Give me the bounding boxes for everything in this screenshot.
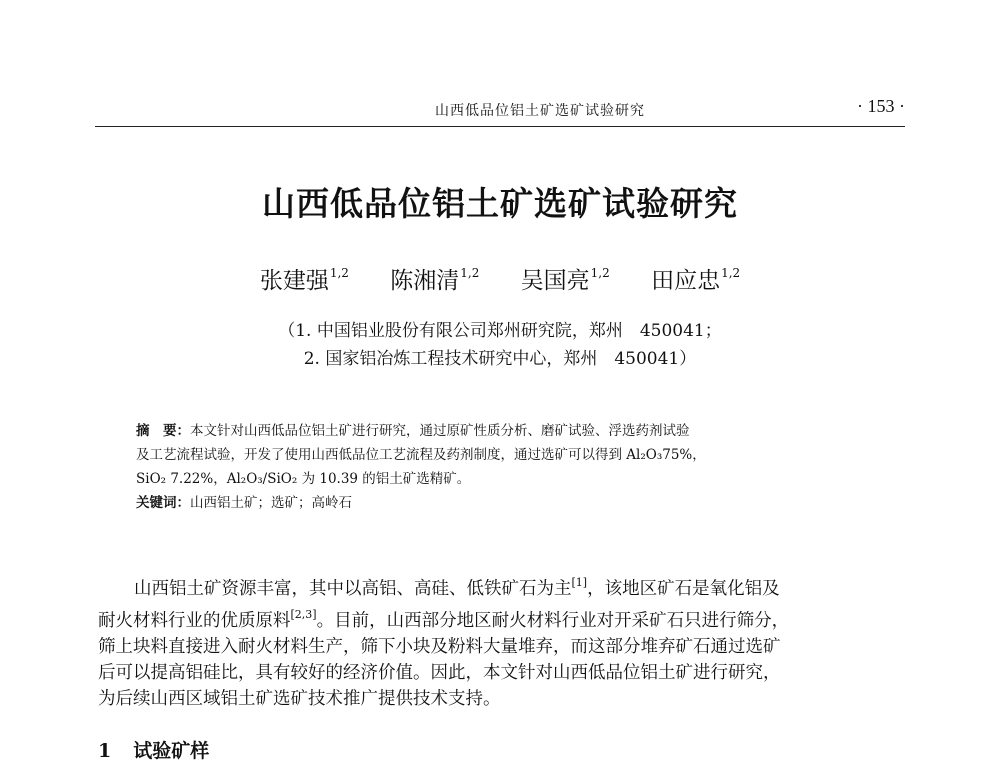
keywords-label: 关键词： xyxy=(136,495,190,511)
section-title: 试验矿样 xyxy=(133,740,210,762)
abstract-line: 及工艺流程试验，开发了使用山西低品位工艺流程及药剂制度，通过选矿可以得到 Al₂O₃75%， xyxy=(136,447,706,463)
abstract-line: 摘 要：本文针对山西低品位铝土矿进行研究，通过原矿性质分析、磨矿试验、浮选药剂试验 xyxy=(136,423,690,439)
page-number: · 153 · xyxy=(857,96,905,116)
keywords xyxy=(136,491,876,515)
citation: [2,3] xyxy=(290,608,317,621)
author-affiliation-mark: 1,2 xyxy=(460,266,480,280)
keywords-value: 山西铝土矿；选矿；高岭石 xyxy=(190,495,352,511)
body-line: 山西铝土矿资源丰富，其中以高铝、高硅、低铁矿石为主[1]，该地区矿石是氧化铝及 xyxy=(134,576,780,599)
body-line: 为后续山西区域铝土矿选矿技术推广提供技术支持。 xyxy=(98,689,501,709)
section-number: 1 xyxy=(98,740,112,762)
citation: [1] xyxy=(571,576,588,589)
author-list xyxy=(0,262,1000,295)
abstract-label: 摘 要： xyxy=(136,423,190,439)
abstract xyxy=(136,419,876,515)
paper-title: 山西低品位铝土矿选矿试验研究 xyxy=(262,184,738,223)
abstract-line: SiO₂ 7.22%，Al₂O₃/SiO₂ 为 10.39 的铝土矿选精矿。 xyxy=(136,471,471,487)
body-line: 耐火材料行业的优质原料[2,3]。目前，山西部分地区耐火材料行业对开采矿石只进行筛分， xyxy=(98,608,790,631)
body-line: 后可以提高铝硅比，具有较好的经济价值。因此，本文针对山西低品位铝土矿进行研究， xyxy=(98,663,781,683)
running-title: 山西低品位铝土矿选矿试验研究 xyxy=(435,103,645,119)
author-affiliation-mark: 1,2 xyxy=(329,266,349,280)
author: 张建强$^{1,2}$ xyxy=(259,266,349,294)
author: 陈湘清$^{1,2}$ xyxy=(390,266,480,294)
section-heading xyxy=(98,736,209,763)
author: 吴国亮$^{1,2}$ xyxy=(520,266,610,294)
affiliation-1: （1. 中国铝业股份有限公司郑州研究院，郑州 450041； xyxy=(278,321,722,341)
author: 田应忠$^{1,2}$ xyxy=(651,266,741,294)
author-affiliation-mark: 1,2 xyxy=(590,266,610,280)
body-line: 筛上块料直接进入耐火材料生产，筛下小块及粉料大量堆弃，而这部分堆弃矿石通过选矿 xyxy=(98,637,781,657)
running-header xyxy=(95,92,905,127)
affiliation-2: 2. 国家铝冶炼工程技术研究中心，郑州 450041） xyxy=(303,349,697,369)
body-paragraph xyxy=(98,570,910,712)
author-affiliation-mark: 1,2 xyxy=(721,266,741,280)
